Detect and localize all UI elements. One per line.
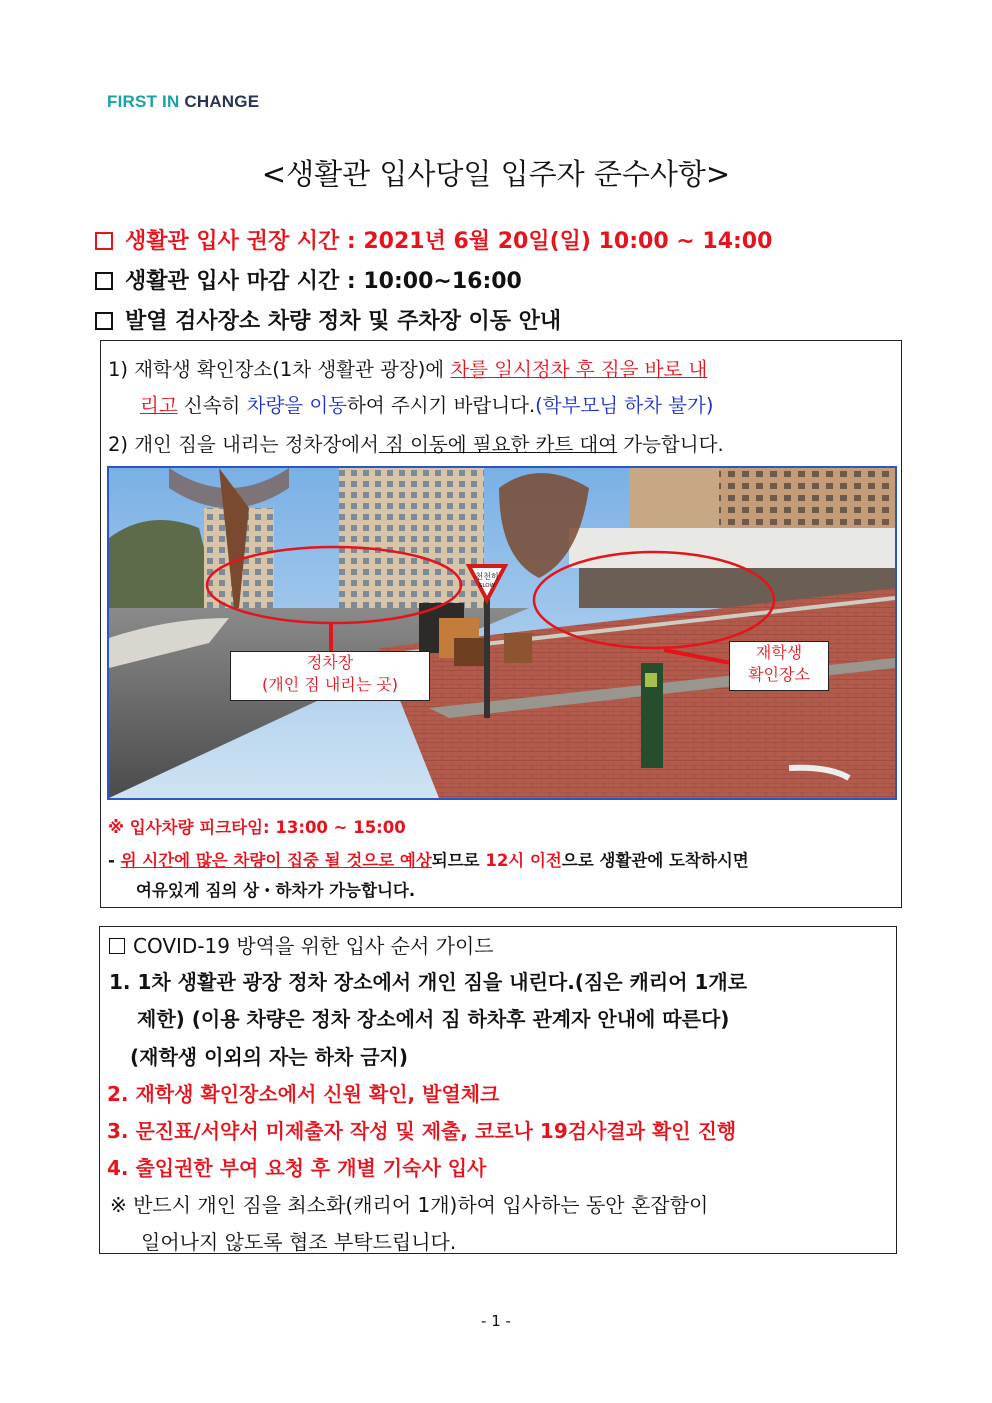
stop-area-callout <box>230 651 430 701</box>
notice-line-2-text: 신속히 <box>177 394 247 417</box>
check-area-callout-title: 재학생 <box>755 643 803 662</box>
parking-photo-illustration <box>109 468 895 798</box>
logo-part-change: CHANGE <box>184 92 260 111</box>
deadline-time-heading <box>95 264 522 295</box>
peak-time-title: ※ 입사차량 피크타임: 13:00 ~ 15:00 <box>108 818 406 837</box>
covid-step-1-line-2: 제한) (이용 차량은 정차 장소에서 짐 하차후 관계자 안내에 따른다) <box>137 1007 730 1031</box>
notice-line-2-highlight: 리고 <box>140 394 178 417</box>
notice-line-3-text: 2) 개인 짐을 내리는 정차장에서 <box>108 433 379 456</box>
notice-line-2-blue-2: 이동 <box>309 394 348 417</box>
check-area-callout <box>729 641 829 691</box>
parking-guide-text: 발열 검사장소 차량 정차 및 주차장 이동 안내 <box>125 309 562 334</box>
deadline-time-text: 생활관 입사 마감 시간 : 10:00~16:00 <box>125 269 522 294</box>
stop-area-callout-sub: (개인 짐 내리는 곳) <box>262 675 398 694</box>
peak-text-2: 으로 생활관에 도착하시면 <box>561 851 749 870</box>
peak-text: 되므로 <box>431 851 486 870</box>
logo-part-first: FIRST IN <box>107 92 185 111</box>
covid-step-2: 2. 재학생 확인장소에서 신원 확인, 발열체크 <box>107 1082 500 1106</box>
peak-time-line-2: 여유있게 짐의 상・하차가 가능합니다. <box>136 881 416 900</box>
covid-step-1-line-1: 1. 1차 생활관 광장 정차 장소에서 개인 짐을 내린다.(짐은 캐리어 1개로 <box>109 970 748 994</box>
notice-line-3 <box>108 429 724 457</box>
notice-line-1 <box>108 354 707 382</box>
covid-note-line-2: 일어나지 않도록 협조 부탁드립니다. <box>141 1230 457 1254</box>
stop-area-callout-title: 정차장 <box>306 653 354 672</box>
parking-area-photo <box>107 466 897 800</box>
parking-guide-heading <box>95 304 561 335</box>
peak-before-noon: 12시 이전 <box>485 851 562 870</box>
covid-step-1-line-3: (재학생 이외의 자는 하차 금지) <box>130 1045 408 1069</box>
notice-line-2-blue: 차량을 <box>246 394 304 417</box>
checkbox-square-icon <box>95 232 113 250</box>
recommended-time-text: 생활관 입사 권장 시간 : 2021년 6월 20일(일) 10:00 ~ 14:00 <box>125 229 773 254</box>
notice-line-3-cart: 짐 이동에 필요한 카트 대여 <box>378 433 618 456</box>
brand-logo <box>107 92 259 112</box>
slow-sign-text: 천천히 <box>475 572 499 581</box>
notice-line-1-text: 1) 재학생 확인장소(1차 생활관 광장)에 <box>108 358 451 381</box>
covid-guide-title <box>109 930 494 959</box>
check-area-callout-sub: 확인장소 <box>748 665 810 684</box>
page-number: - 1 - <box>481 1312 511 1330</box>
recommended-time-heading <box>95 224 772 255</box>
page-title: <생활관 입사당일 입주자 준수사항> <box>261 157 731 191</box>
covid-guide-title-text: COVID-19 방역을 위한 입사 순서 가이드 <box>133 934 494 958</box>
notice-line-2 <box>140 390 713 418</box>
peak-time-line-1 <box>108 847 749 871</box>
covid-step-4: 4. 출입권한 부여 요청 후 개별 기숙사 입사 <box>107 1156 487 1180</box>
notice-line-1-highlight: 차를 일시정차 후 짐을 바로 내 <box>450 358 708 381</box>
peak-expectation: 위 시간에 많은 차량이 집중 될 것으로 예상 <box>120 851 432 870</box>
notice-line-3-end: 가능합니다. <box>617 433 724 456</box>
checkbox-square-icon <box>95 312 113 330</box>
covid-step-3: 3. 문진표/서약서 미제출자 작성 및 제출, 코로나 19검사결과 확인 진행 <box>107 1119 737 1143</box>
peak-dash: - <box>108 851 121 870</box>
checkbox-square-icon <box>109 938 125 954</box>
notice-line-2-text-2: 하여 주시기 바랍니다. <box>347 394 536 417</box>
notice-line-2-parent-note: (학부모님 하차 불가) <box>535 394 714 417</box>
slow-sign-sub: SLOW <box>478 583 496 589</box>
covid-note-line-1: ※ 반드시 개인 짐을 최소화(캐리어 1개)하여 입사하는 동안 혼잡함이 <box>110 1193 709 1217</box>
checkbox-square-icon <box>95 272 113 290</box>
